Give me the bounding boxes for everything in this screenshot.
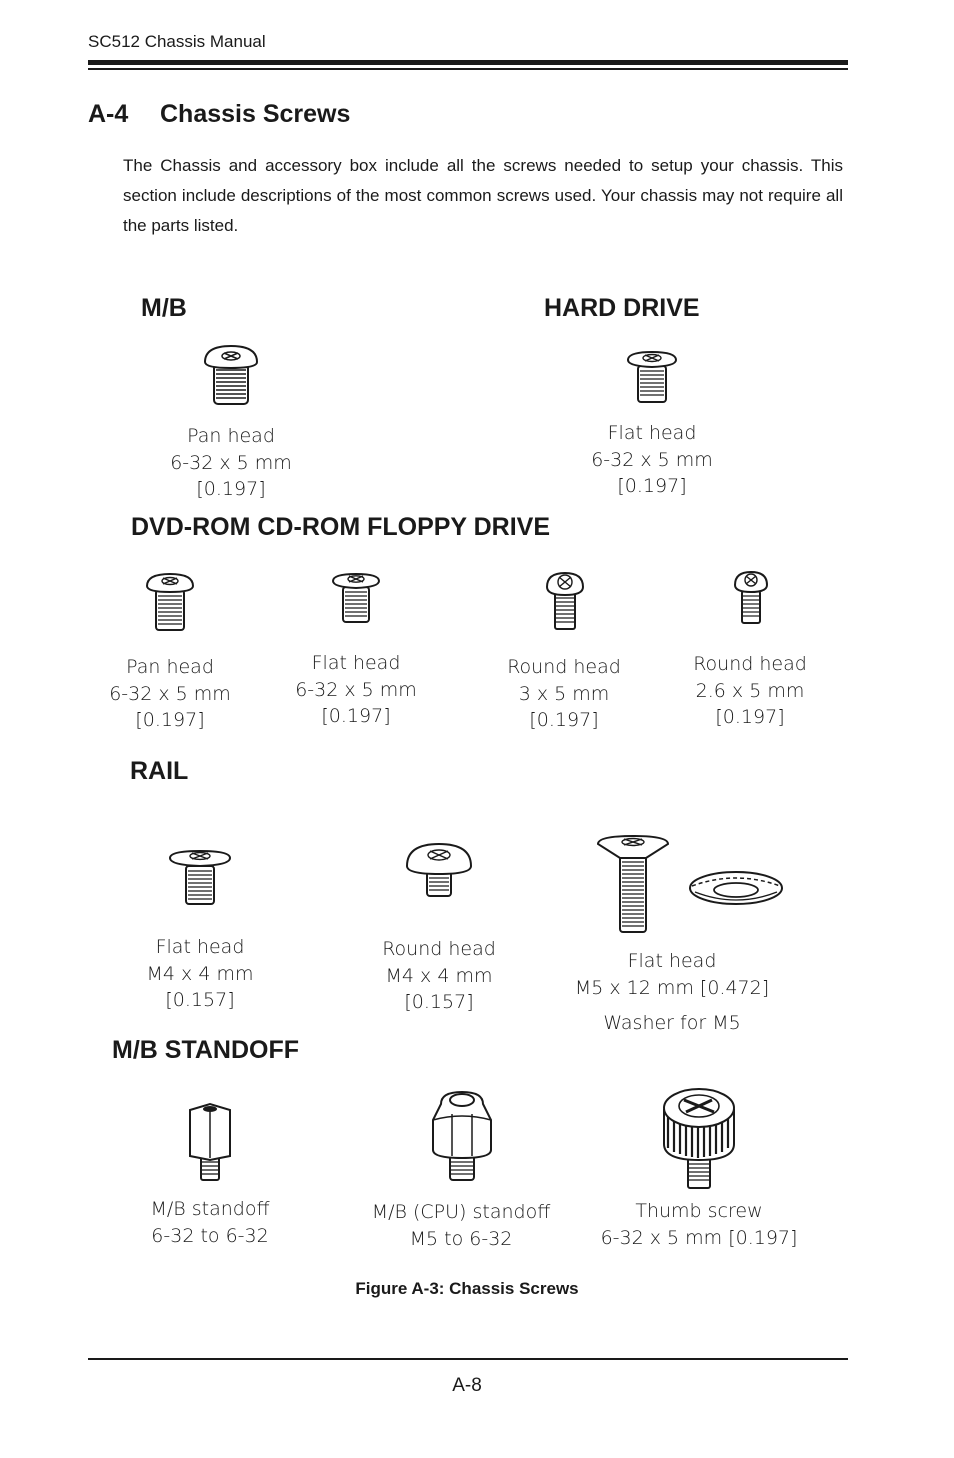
round-head-screw-icon bbox=[404, 842, 474, 898]
group-title-rail: RAIL bbox=[130, 757, 189, 785]
caption-line: M/B (CPU) standoff bbox=[371, 1201, 551, 1223]
caption-line: [0.157] bbox=[165, 989, 235, 1011]
round-head-screw-icon bbox=[732, 570, 770, 626]
caption-line: 6-32 x 5 mm bbox=[109, 682, 231, 705]
caption-line: [0.197] bbox=[196, 478, 266, 500]
flat-head-screw-icon bbox=[626, 350, 678, 404]
caption-line: 3 x 5 mm bbox=[518, 682, 610, 705]
caption-line: 6-32 x 5 mm bbox=[295, 678, 417, 701]
caption-line: Washer for M5 bbox=[603, 1012, 741, 1034]
caption-line: M4 x 4 mm bbox=[385, 964, 493, 987]
caption-line: [0.197] bbox=[617, 475, 687, 497]
thumb-screw-icon bbox=[658, 1086, 740, 1190]
pan-head-screw-icon bbox=[145, 572, 195, 632]
caption-line: [0.157] bbox=[404, 991, 474, 1013]
caption-rail-round-head-m4 bbox=[382, 936, 496, 1016]
caption-rail-washer bbox=[603, 1010, 740, 1037]
caption-line: 2.6 x 5 mm bbox=[695, 679, 805, 702]
page-number: A-8 bbox=[452, 1375, 482, 1396]
cpu-standoff-icon bbox=[429, 1090, 495, 1182]
caption-line: 6-32 x 5 mm [0.197] bbox=[600, 1226, 798, 1249]
caption-line: Flat head bbox=[627, 950, 717, 972]
caption-mb-pan-head bbox=[170, 423, 292, 503]
intro-paragraph: The Chassis and accessory box include all the screws needed to setup your chassis. This section include descriptions of the most common screws used. Your chassis may not require all the parts listed. bbox=[123, 156, 843, 235]
caption-line: 6-32 x 5 mm bbox=[591, 448, 713, 471]
caption-cpu-standoff bbox=[372, 1199, 551, 1252]
caption-rail-flat-head-m4 bbox=[147, 934, 254, 1014]
caption-line: M5 to 6-32 bbox=[409, 1227, 513, 1250]
section-title-text: Chassis Screws bbox=[160, 100, 351, 128]
flat-head-screw-icon bbox=[331, 572, 381, 624]
caption-line: Pan head bbox=[126, 656, 214, 678]
footer-rule bbox=[88, 1358, 848, 1360]
caption-line: M4 x 4 mm bbox=[146, 962, 254, 985]
running-header: SC512 Chassis Manual bbox=[88, 32, 266, 51]
caption-line: [0.197] bbox=[321, 705, 391, 727]
caption-dvd-pan-head bbox=[109, 654, 231, 734]
caption-line: Round head bbox=[507, 656, 621, 678]
caption-line: Pan head bbox=[187, 425, 275, 447]
caption-line: Round head bbox=[382, 938, 496, 960]
caption-line: [0.197] bbox=[529, 709, 599, 731]
caption-line: Flat head bbox=[155, 936, 245, 958]
caption-line: [0.197] bbox=[715, 706, 785, 728]
group-title-standoff: M/B STANDOFF bbox=[112, 1036, 300, 1064]
caption-line: M/B standoff bbox=[150, 1198, 270, 1220]
section-title bbox=[88, 100, 350, 129]
caption-line: Round head bbox=[693, 653, 807, 675]
standoff-icon bbox=[185, 1102, 235, 1182]
group-title-mb: M/B bbox=[141, 294, 187, 322]
caption-thumb-screw bbox=[601, 1198, 798, 1251]
caption-line: Flat head bbox=[311, 652, 401, 674]
caption-line: Flat head bbox=[607, 422, 697, 444]
caption-rail-flat-head-m5 bbox=[575, 948, 769, 1001]
long-flat-head-screw-icon bbox=[596, 834, 670, 934]
pan-head-screw-icon bbox=[203, 344, 259, 406]
caption-dvd-flat-head bbox=[295, 650, 417, 730]
caption-hard-drive-flat-head bbox=[591, 420, 713, 500]
caption-line: [0.197] bbox=[135, 709, 205, 731]
figure-caption: Figure A-3: Chassis Screws bbox=[355, 1279, 579, 1298]
header-rule-thin bbox=[88, 68, 848, 70]
group-title-hard-drive: HARD DRIVE bbox=[544, 294, 700, 322]
caption-dvd-round-head-3 bbox=[507, 654, 621, 734]
caption-line: 6-32 x 5 mm bbox=[170, 451, 292, 474]
caption-dvd-round-head-2-6 bbox=[693, 651, 807, 731]
flat-head-screw-icon bbox=[168, 849, 232, 907]
caption-line: 6-32 to 6-32 bbox=[151, 1224, 269, 1247]
round-head-screw-icon bbox=[544, 571, 586, 631]
header-rule-thick bbox=[88, 60, 848, 65]
section-number: A-4 bbox=[88, 100, 129, 128]
caption-line: Thumb screw bbox=[635, 1200, 763, 1222]
group-title-dvd: DVD-ROM CD-ROM FLOPPY DRIVE bbox=[131, 513, 550, 541]
caption-line: M5 x 12 mm [0.472] bbox=[574, 976, 770, 999]
caption-standoff bbox=[150, 1196, 269, 1249]
washer-icon bbox=[687, 866, 785, 910]
